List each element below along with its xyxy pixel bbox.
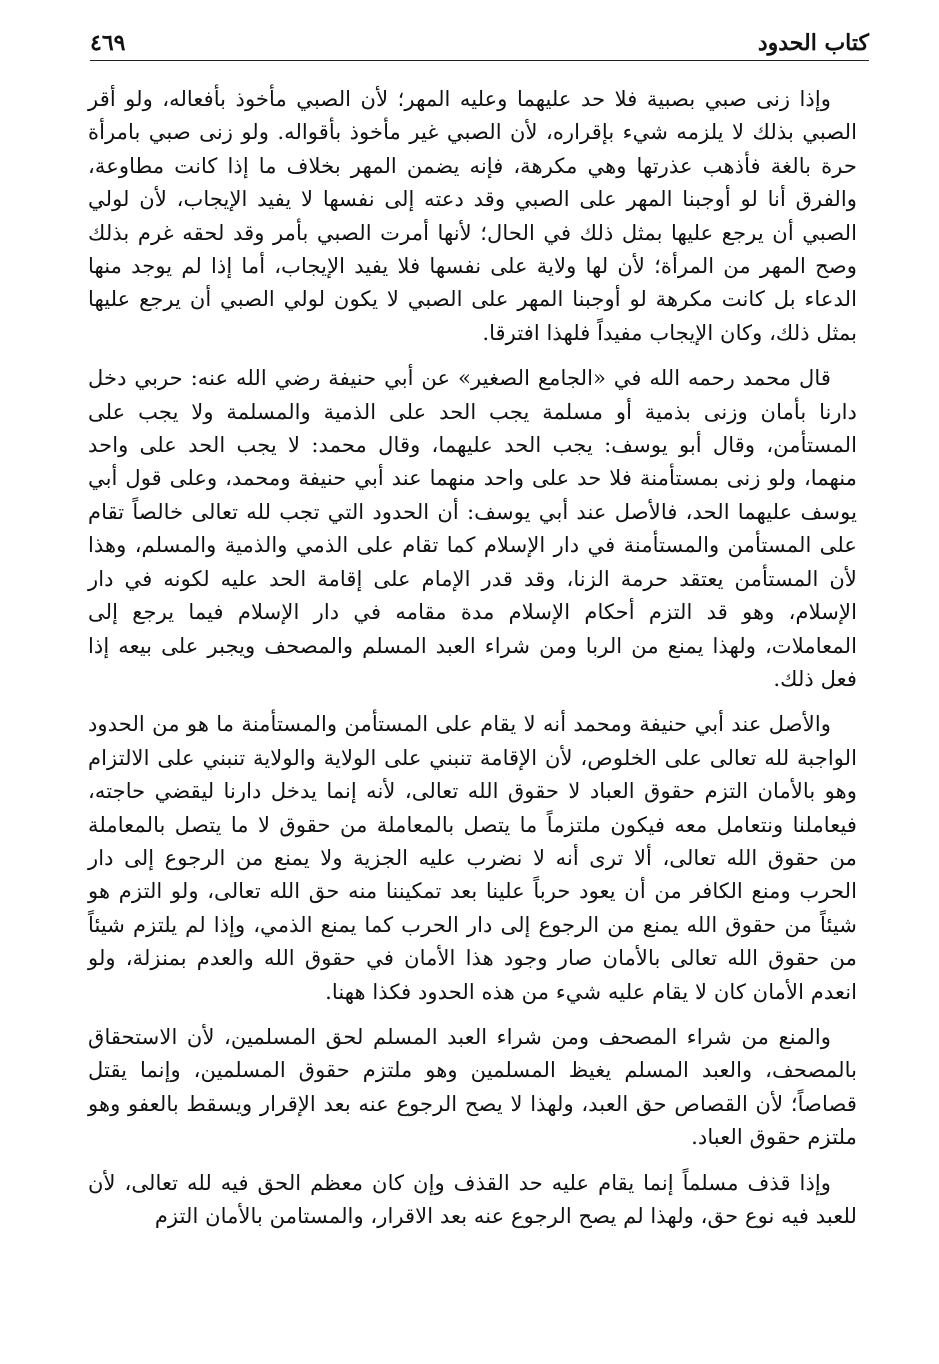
paragraph-2: قال محمد رحمه الله في «الجامع الصغير» عن أبي حنيفة رضي الله عنه: حربي دخل دارنا بأمان وزنى بذمية أو مسلمة يجب الحد على الذمية والمسلمة ولا يجب على المستأمن، وقال أبو يوسف: يجب الحد عليهما، وقال محمد: لا يجب الحد على واحد منهما، ولو زنى بمستأمنة فلا حد على واحد منهما عند أبي حنيفة ومحمد، وعلى قول أبي يوسف عليهما الحد، فالأصل عند أبي يوسف: أن الحدود التي تجب لله تعالى خالصاً تقام على المستأمن والمستأمنة في دار الإسلام كما تقام على الذمي والذمية والمسلم، وهذا لأن المستأمن يعتقد حرمة الزنا، وقد قدر الإمام على إقامة الحد عليه لكونه في دار الإسلام، وهو قد التزم أحكام الإسلام مدة مقامه في دار الإسلام فيما يرجع إلى المعاملات، ولهذا يمنع من الربا ومن شراء العبد المسلم والمصحف ويجبر على بيعه إذا فعل ذلك. [88,365,857,691]
page-header [90,26,869,61]
paragraph-5: وإذا قذف مسلماً إنما يقام عليه حد القذف وإن كان معظم الحق فيه لله تعالى، لأن للعبد فيه نوع حق، ولهذا لم يصح الرجوع عنه بعد الاقرار، والمستامن بالأمان التزم [88,1169,857,1228]
page-body [88,82,857,1244]
paragraph-4: والمنع من شراء المصحف ومن شراء العبد المسلم لحق المسلمين، لأن الاستحقاق بالمصحف، والعبد المسلم يغيظ المسلمين وهو ملتزم حقوق المسلمين، وإنما يقتل قصاصاً؛ لأن القصاص حق العبد، ولهذا لا يصح الرجوع عنه بعد الإقرار ويسقط بالعفو وهو ملتزم حقوق العباد. [88,1023,857,1150]
page-number: ٤٦٩ [90,30,126,56]
paragraph-1: وإذا زنى صبي بصبية فلا حد عليهما وعليه المهر؛ لأن الصبي مأخوذ بأفعاله، ولو أقر الصبي بذلك لا يلزمه شيء بإقراره، لأن الصبي غير مأخوذ بأقواله. ولو زنى صبي بامرأة حرة بالغة فأذهب عذرتها وهي مكرهة، فإنه يضمن المهر بخلاف ما إذا كانت مطاوعة، والفرق أنا لو أوجبنا المهر على الصبي وقد دعته إلى نفسها لا يفيد الإيجاب، لأن لولي الصبي أن يرجع عليها بمثل ذلك في الحال؛ لأنها أمرت الصبي بأمر وقد لحقه غرم بذلك وصح المهر من المرأة؛ لأن لها ولاية على نفسها فلا يفيد الإيجاب، أما إذا لم يوجد منها الدعاء بل كانت مكرهة لو أوجبنا المهر على الصبي لا يكون لولي الصبي أن يرجع عليها بمثل ذلك، وكان الإيجاب مفيداً فلهذا افترقا. [88,86,857,345]
paragraph-3: والأصل عند أبي حنيفة ومحمد أنه لا يقام على المستأمن والمستأمنة ما هو من الحدود الواجبة لله تعالى على الخلوص، لأن الإقامة تنبني على الولاية والولاية تنبني على الالتزام وهو بالأمان التزم حقوق العباد لا حقوق الله تعالى، لأنه إنما يدخل دارنا ليقضي حاجته، فيعاملنا ونتعامل معه فيكون ملتزماً ما يتصل بالمعاملة من حقوق لا ما يتصل بالمعاملة من حقوق الله تعالى، ألا ترى أنه لا نضرب عليه الجزية ولا يمنع من الرجوع إلى دار الحرب ومنع الكافر من أن يعود حرباً علينا بعد تمكيننا منه حق الله تعالى، ولو التزم هو شيئاً من حقوق الله يمنع من الرجوع إلى دار الحرب كما يمنع الذمي، وإذا لم يلتزم شيئاً من حقوق الله تعالى بالأمان صار وجود هذا الأمان في حقوق الله والعدم بمنزلة، ولو انعدم الأمان كان لا يقام عليه شيء من هذه الحدود فكذا ههنا. [88,711,857,1004]
chapter-title: كتاب الحدود [757,30,869,56]
